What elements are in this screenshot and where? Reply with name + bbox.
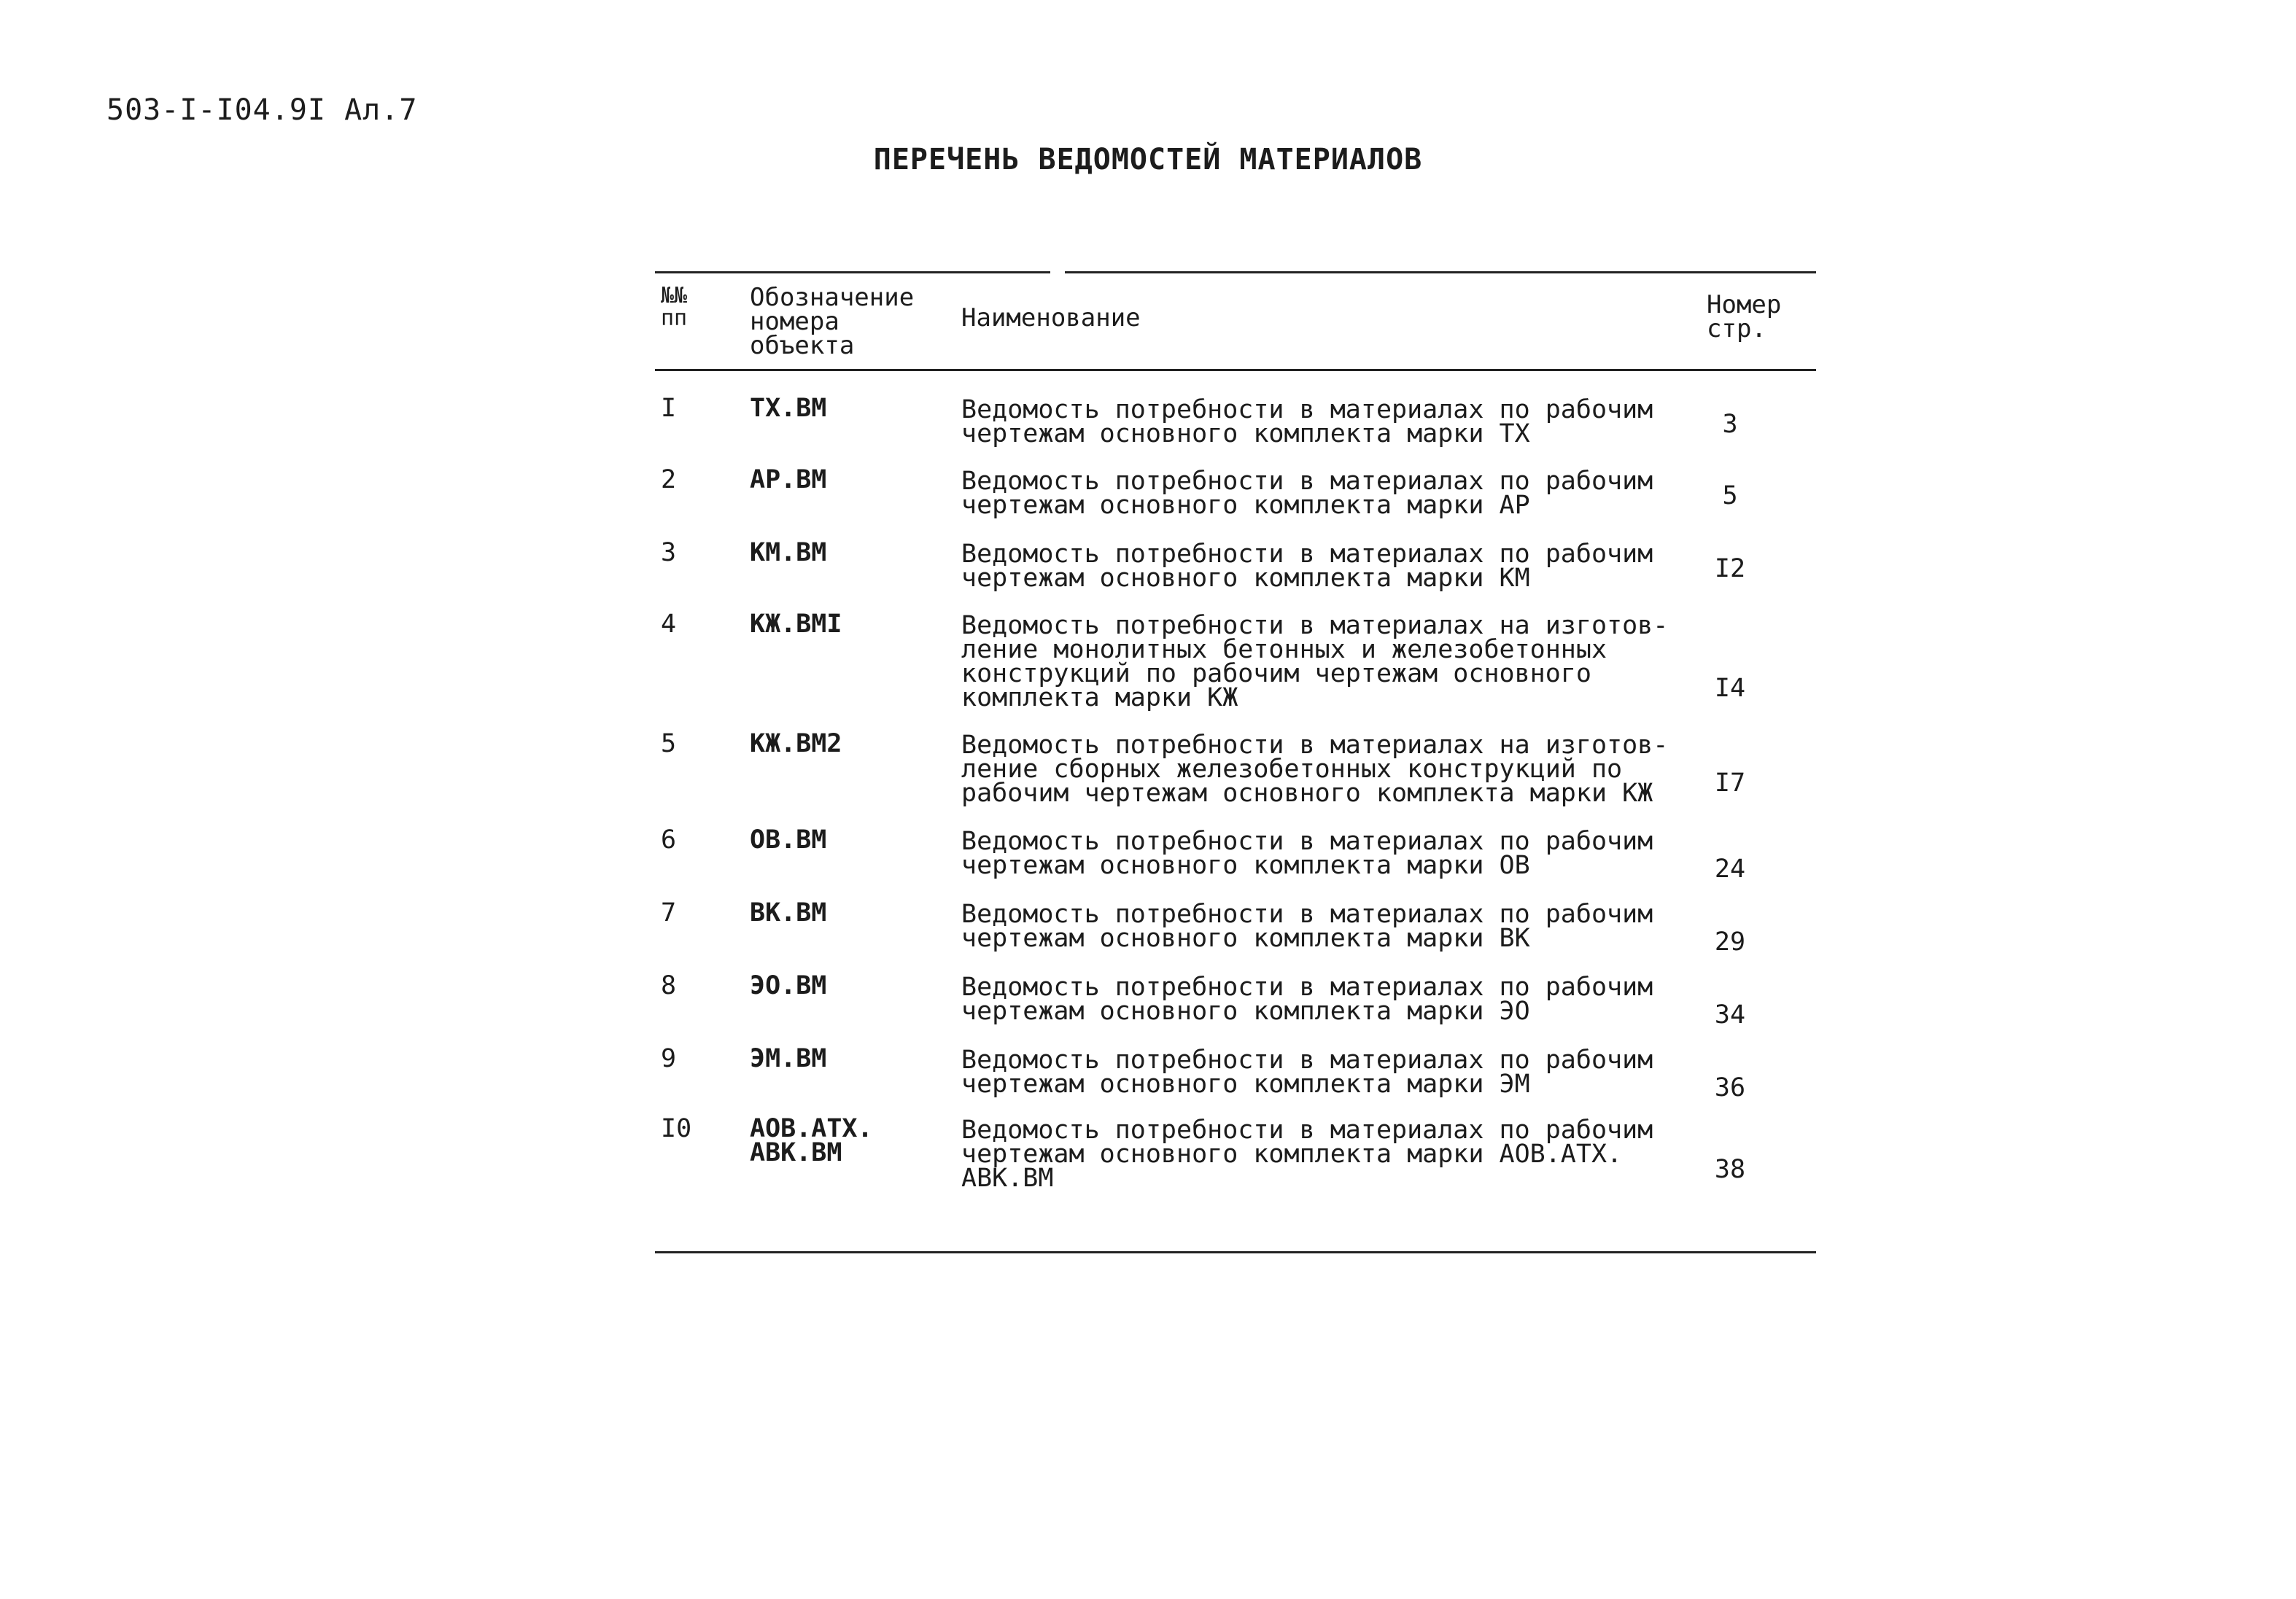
row-code: АОВ.АТХ. АВК.ВМ (750, 1114, 873, 1167)
row-page: I4 (1714, 674, 1746, 703)
header-code: Обозначение номера объекта (750, 283, 915, 360)
row-name: Ведомость потребности в материалах по рабочим чертежам основного комплекта марки ОВ (961, 827, 1653, 880)
row-code: КМ.ВМ (750, 538, 827, 567)
row-page: I2 (1714, 554, 1746, 583)
row-name: Ведомость потребности в материалах по рабочим чертежам основного комплекта марки ЭМ (961, 1046, 1653, 1099)
row-num: 9 (661, 1044, 677, 1073)
row-num: 4 (661, 610, 677, 639)
header-page: Номер стр. (1707, 290, 1782, 343)
row-code: ЭО.ВМ (750, 971, 827, 1000)
row-page: 24 (1714, 855, 1746, 884)
row-code: АР.ВМ (750, 465, 827, 494)
table-top-rule-right (1065, 271, 1816, 273)
table-bottom-rule (655, 1251, 1816, 1253)
document-title: ПЕРЕЧЕНЬ ВЕДОМОСТЕЙ МАТЕРИАЛОВ (873, 143, 1423, 176)
row-num: 3 (661, 538, 677, 567)
document-code: 503-I-I04.9I Ал.7 (106, 93, 418, 127)
row-num: I (661, 394, 677, 423)
row-name: Ведомость потребности в материалах на изготов- ление монолитных бетонных и железобетонных конструкций по рабочим чертежам основного комплекта марки КЖ (961, 611, 1669, 712)
row-page: 5 (1722, 481, 1738, 510)
row-num: 2 (661, 465, 677, 494)
row-name: Ведомость потребности в материалах по рабочим чертежам основного комплекта марки ЭО (961, 973, 1653, 1026)
row-code: КЖ.ВМI (750, 610, 842, 639)
header-rule (655, 369, 1816, 371)
row-num: I0 (661, 1114, 692, 1143)
row-num: 6 (661, 825, 677, 855)
row-name: Ведомость потребности в материалах на изготов- ление сборных железобетонных конструкций по рабочим чертежам основного комплекта марки КЖ (961, 731, 1669, 808)
row-name: Ведомость потребности в материалах по рабочим чертежам основного комплекта марки ВК (961, 900, 1653, 953)
table-top-rule-left (655, 271, 1050, 273)
row-name: Ведомость потребности в материалах по рабочим чертежам основного комплекта марки ТХ (961, 395, 1653, 448)
row-page: 38 (1714, 1155, 1746, 1184)
row-page: 36 (1714, 1073, 1746, 1102)
row-code: ТХ.ВМ (750, 394, 827, 423)
row-page: 3 (1722, 410, 1738, 439)
row-page: I7 (1714, 769, 1746, 798)
header-num: №№ пп (661, 283, 688, 331)
row-name: Ведомость потребности в материалах по рабочим чертежам основного комплекта марки АР (961, 467, 1653, 520)
header-name: Наименование (961, 303, 1141, 332)
row-code: ВК.ВМ (750, 898, 827, 927)
row-code: ОВ.ВМ (750, 825, 827, 855)
row-page: 34 (1714, 1000, 1746, 1030)
row-num: 5 (661, 729, 677, 758)
row-name: Ведомость потребности в материалах по рабочим чертежам основного комплекта марки КМ (961, 540, 1653, 593)
row-num: 7 (661, 898, 677, 927)
row-page: 29 (1714, 927, 1746, 957)
row-code: ЭМ.ВМ (750, 1044, 827, 1073)
row-code: КЖ.ВМ2 (750, 729, 842, 758)
row-num: 8 (661, 971, 677, 1000)
row-name: Ведомость потребности в материалах по рабочим чертежам основного комплекта марки АОВ.АТХ. АВК.ВМ (961, 1116, 1653, 1193)
